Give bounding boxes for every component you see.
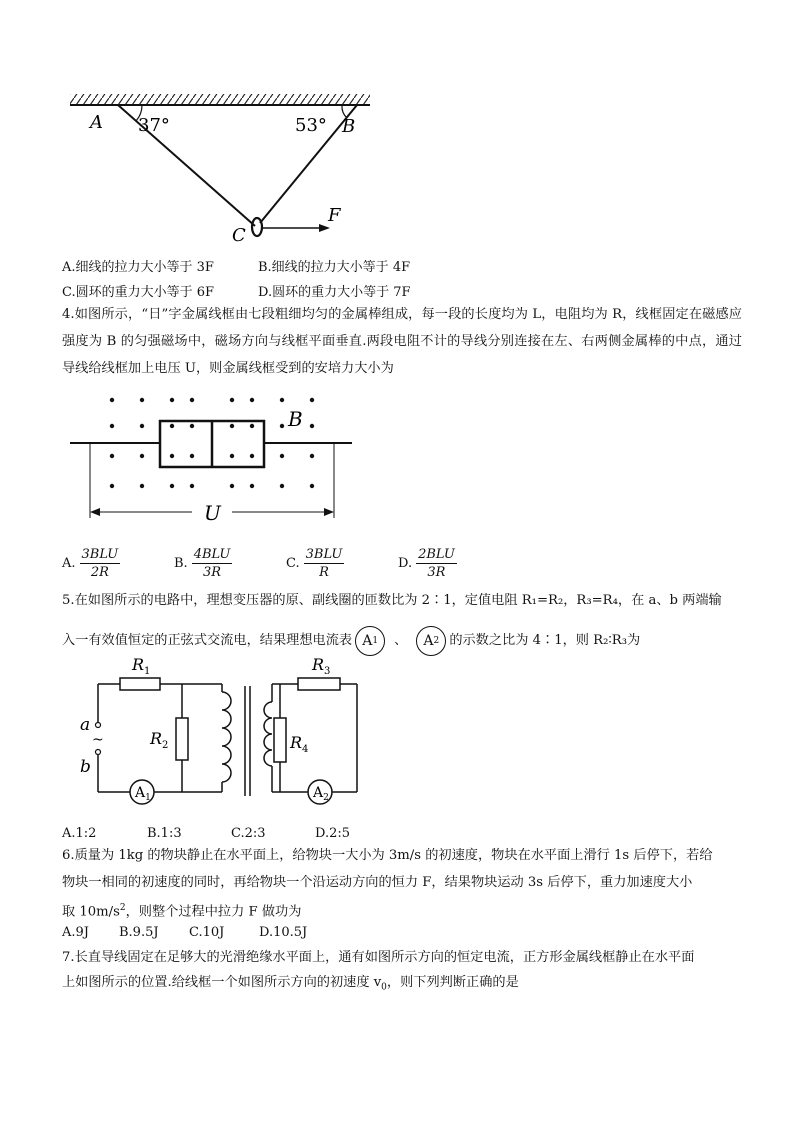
field-dot [280,398,284,402]
secondary-coil [264,702,272,766]
ammeter-a1-letter: A [362,633,373,649]
label-am1: $A_1$ [135,785,151,803]
q5-option-c: C.2:3 [231,826,266,841]
q3-option-c: C.圆环的重力大小等于 6F [62,285,215,300]
field-dot [170,398,174,402]
ammeter-a1-sub: 1 [372,636,379,646]
field-dot [170,424,174,428]
q6-line3 [62,900,301,920]
ammeter-a2-icon [416,626,446,656]
q4-option-a-fraction [80,546,121,581]
q4-option-c-letter: C. [286,556,300,571]
field-dot [140,484,144,488]
q6-line2: 物块一相同的初速度的同时，再给物块一个沿运动方向的恒力 F，结果物块运动 3s 后停下，重力加速度大小 [62,875,693,890]
q6-line3-sup: 2 [119,903,126,913]
field-dot [140,454,144,458]
field-dot [110,424,114,428]
label-tilde: ~ [92,732,104,748]
resistor-r1 [120,678,160,690]
ammeter-a2-sub: 2 [433,636,440,646]
field-dot [310,398,314,402]
q3-option-b: B.细线的拉力大小等于 4F [258,260,411,275]
label-r4: $R_4$ [290,733,309,755]
field-dot [190,424,194,428]
q4-option-b-letter: B. [174,556,188,571]
q6-line3-post: ，则整个过程中拉力 F 做功为 [125,904,302,920]
q4-option-b-fraction [192,546,233,581]
field-dot [250,424,254,428]
label-c: C [232,225,246,246]
terminal-a [96,723,101,728]
q4-option-a-num: 3BLU [81,547,119,562]
q5-stem-line2-post: 的示数之比为 4∶1，则 R₂∶R₃为 [449,633,641,648]
u-arrowhead-left [90,508,100,516]
label-angle-a: 37° [138,115,170,136]
q4-option-a-den: 2R [90,565,109,580]
label-terminal-a: a [80,715,91,735]
q7-line1: 7.长直导线固定在足够大的光滑绝缘水平面上，通有如图所示方向的恒定电流，正方形金属线框静止在水平面 [62,950,695,965]
q4-option-c-num: 3BLU [305,547,343,562]
q7-line2-post: ，则下列判断正确的是 [386,975,519,990]
field-dot [170,484,174,488]
q3-option-d: D.圆环的重力大小等于 7F [258,285,411,300]
q5-separator: 、 [394,633,408,648]
field-dot [280,484,284,488]
field-dot [140,424,144,428]
q4-option-d-num: 2BLU [418,547,455,562]
label-r1: $R_1$ [132,655,151,677]
primary-coil [222,692,231,782]
u-arrowhead-right [324,508,334,516]
field-dot [170,454,174,458]
resistor-r2 [176,718,188,760]
q4-option-b [174,546,232,581]
terminal-b [96,750,101,755]
q4-option-d-fraction [416,546,457,581]
q5-option-d: D.2:5 [315,826,351,841]
field-dot [310,424,314,428]
q5-option-a: A.1:2 [62,826,97,841]
figure-transformer-circuit [62,652,372,822]
label-f: F [328,205,341,226]
q7-line2-sub: 0 [381,982,387,993]
q4-option-c [286,546,344,581]
field-dot [230,454,234,458]
field-dot [250,484,254,488]
q3-option-a: A.细线的拉力大小等于 3F [62,260,214,275]
figure-frame-field [62,388,362,536]
field-dot [110,398,114,402]
q6-option-c: C.10J [189,925,225,940]
q4-option-a [62,546,120,581]
field-dot [110,484,114,488]
field-dot [190,484,194,488]
q4-option-c-den: R [319,565,329,580]
q6-line3-pre: 取 10m/s [62,904,120,920]
field-dot [280,424,284,428]
q4-option-c-fraction [304,546,345,581]
q4-option-d-letter: D. [398,556,413,571]
resistor-r4 [274,718,286,762]
figure-ring-threads [60,88,380,248]
label-r2: $R_2$ [150,729,169,751]
label-b-field: B [288,407,303,431]
label-r3: $R_3$ [312,655,331,677]
q6-option-b: B.9.5J [119,925,159,940]
label-u: U [204,501,221,525]
q4-stem: 4.如图所示，“日”字金属线框由七段粗细均匀的金属棒组成，每一段的长度均为 L，电阻均为 R，线框固定在磁感应强度为 B 的匀强磁场中，磁场方向与线框平面垂直.两段电阻不计的导线分别连接在左、右两侧金属棒的中点，通过导线给线框加上电压 U，则金属线框受到的安培力大小为 [62,307,742,376]
ring [252,218,262,236]
label-am2: $A_2$ [313,785,329,803]
q4-option-b-num: 4BLU [193,547,231,562]
q4-option-b-den: 3R [203,565,222,580]
q4-option-d [398,546,457,581]
field-dot [230,398,234,402]
resistor-r3 [298,678,340,690]
q7-line2-pre: 上如图所示的位置.给线框一个如图所示方向的初速度 v [62,975,382,990]
field-dot [190,398,194,402]
field-dot [250,454,254,458]
q7-line2 [62,974,519,997]
field-dot [110,454,114,458]
field-dot [140,398,144,402]
label-terminal-b: b [80,757,91,777]
q4-option-d-den: 3R [427,565,446,580]
q6-option-d: D.10.5J [259,925,308,940]
field-dot [250,398,254,402]
label-angle-b: 53° [295,115,327,136]
field-dot [230,484,234,488]
q5-option-b: B.1:3 [147,826,182,841]
label-a: A [90,112,103,133]
field-dot [280,454,284,458]
field-dot [190,454,194,458]
ceiling-hatch [70,94,370,104]
q5-stem-line2-pre: 入一有效值恒定的正弦式交流电，结果理想电流表 [62,633,353,648]
field-dot [230,424,234,428]
ammeter-a2-letter: A [423,633,434,649]
field-dot [310,454,314,458]
field-dot [310,484,314,488]
q6-line1: 6.质量为 1kg 的物块静止在水平面上，给物块一大小为 3m/s 的初速度，物块在水平面上滑行 1s 后停下，若给 [62,848,713,863]
q6-option-a: A.9J [62,925,90,940]
q5-stem-line1: 5.在如图所示的电路中，理想变压器的原、副线圈的匝数比为 2∶1，定值电阻 R₁=R₂，R₃=R₄，在 a、b 两端输 [62,593,722,608]
q4-option-a-letter: A. [62,556,76,571]
label-b: B [342,116,356,137]
